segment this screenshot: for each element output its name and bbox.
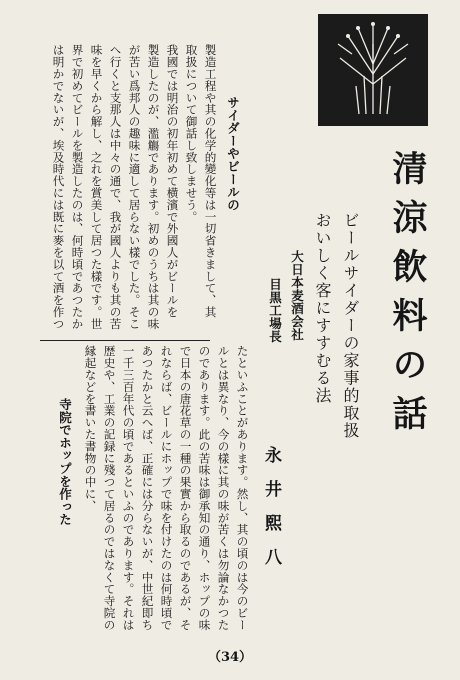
paragraph-line: 我國では明治の初年初めて横濱で外國人がビールを: [165, 44, 180, 318]
plant-illustration: [318, 14, 428, 126]
paragraph-line: 一千三百年代の頃であるといふのであります。それは: [121, 345, 136, 631]
paragraph-line: ルとは異なり、今の樣に其の味が苦くは勿論なかつた: [216, 345, 231, 631]
author-title: 目黒工場長: [267, 278, 283, 343]
section-divider: [40, 340, 210, 341]
paragraph-line: れならば、ビールにホップで味を付けたのは何時頃で: [159, 345, 174, 631]
paragraph-line: 縁起などを書いた書物の中に、: [83, 345, 98, 512]
paragraph-line: は明かでないが、埃及時代には既に麥を以て酒を作つ: [51, 44, 66, 330]
paragraph-line: で日本の唐花草の一種の果實から取るのであるが、そ: [178, 345, 193, 631]
article-subtitle-2: おいしく客にすすむる法: [313, 212, 332, 405]
paragraph-line: 製造したのが、濫觴であります。初めのうちは其の味: [146, 44, 161, 330]
page-number: （34）: [207, 650, 253, 665]
paragraph-line: 製造工程や其の化学的變化等は一切省きまして、其: [203, 44, 218, 318]
paragraph-line: 味を早くから解し、之れを賞美して居つた樣です。世: [89, 44, 104, 330]
paragraph-line: 界で初めてビールを製造したのは、何時頃であつたか: [70, 44, 85, 330]
section-heading-2: 寺院でホップを作った: [57, 398, 73, 526]
article-subtitle: ビールサイダーの家事的取扱: [341, 212, 360, 440]
author-name: 永 井 熙 八: [261, 446, 281, 565]
paragraph-line: たといふことがあります。然し、其の頃のは今のビー: [235, 345, 250, 631]
paragraph-line: あつたかと云へば、正確には分らないが、中世紀即ち: [140, 345, 155, 631]
paragraph-line: 取扱について御話し致しませう。: [184, 44, 199, 223]
paragraph-line: 歴史や、工業の記録に殘つて居るのではなくて寺院の: [102, 345, 117, 631]
author-org: 大日本麦酒会社: [289, 250, 305, 341]
paragraph-line: のであります。此の苦味は御承知の通り、ホップの味: [197, 345, 212, 631]
paragraph-line: が苦い爲邦人の趣味に適して居らない樣でした。そこ: [127, 44, 142, 330]
article-title: 清涼飲料の話: [387, 150, 428, 444]
paragraph-line: へ行くと支那人は中々の通で、我が國人よりも其の苦: [108, 44, 123, 330]
section-heading: サイダーやビールの: [225, 96, 241, 212]
